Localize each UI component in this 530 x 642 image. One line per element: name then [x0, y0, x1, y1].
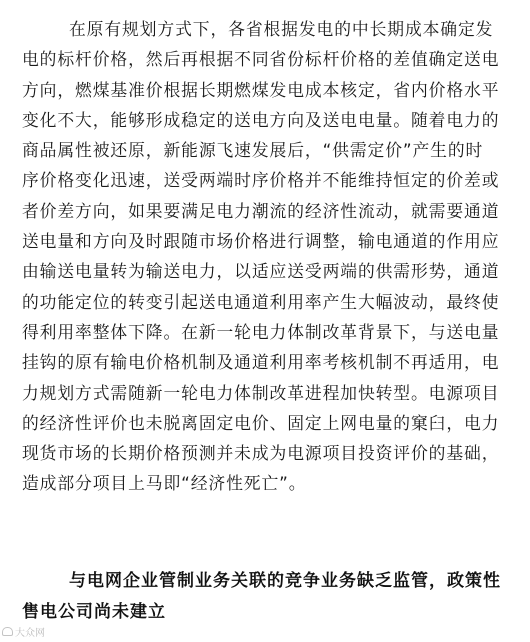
paragraph-line: 送电量和方向及时跟随市场价格进行调整，输电通道的作用应: [22, 231, 500, 252]
paragraph-line: 的经济性评价也未脱离固定电价、固定上网电量的窠臼，电力: [22, 412, 500, 433]
watermark-logo-icon: [2, 627, 13, 636]
paragraph-line: 方向，燃煤基准价根据长期燃煤发电成本核定，省内价格水平: [22, 79, 500, 100]
paragraph-line: 由输送电量转为输送电力，以适应送受两端的供需形势，通道: [22, 261, 500, 282]
paragraph-line: 的功能定位的转变引起送电通道利用率产生大幅波动，最终使: [22, 291, 500, 312]
heading-line: 与电网企业管制业务关联的竞争业务缺乏监管，政策性: [69, 571, 501, 591]
paragraph-line: 得利用率整体下降。在新一轮电力体制改革背景下，与送电量: [22, 321, 500, 342]
paragraph-line: 序价格变化迅速，送受两端时序价格并不能维持恒定的价差或: [22, 170, 500, 191]
body-paragraph: [22, 14, 512, 499]
paragraph-line: 现货市场的长期价格预测并未成为电源项目投资评价的基础，: [22, 443, 500, 464]
paragraph-line: 力规划方式需随新一轮电力体制改革进程加快转型。电源项目: [22, 382, 500, 403]
section-heading: [22, 566, 518, 627]
paragraph-line: 变化不大，能够形成稳定的送电方向及送电电量。随着电力的: [22, 109, 500, 130]
watermark-text: 大众网: [15, 628, 45, 639]
paragraph-line: 在原有规划方式下，各省根据发电的中长期成本确定发: [69, 19, 494, 39]
paragraph-line: 造成部分项目上马即“经济性死亡”。: [22, 473, 307, 494]
watermark: [2, 624, 45, 639]
paragraph-line: 电的标杆价格，然后再根据不同省份标杆价格的差值确定送电: [22, 49, 500, 70]
heading-line: 售电公司尚未建立: [22, 601, 166, 622]
paragraph-line: 者价差方向，如果要满足电力潮流的经济性流动，就需要通道: [22, 200, 500, 221]
paragraph-line: 商品属性被还原，新能源飞速发展后，“供需定价”产生的时: [22, 140, 484, 161]
paragraph-line: 挂钩的原有输电价格机制及通道利用率考核机制不再适用，电: [22, 352, 500, 373]
